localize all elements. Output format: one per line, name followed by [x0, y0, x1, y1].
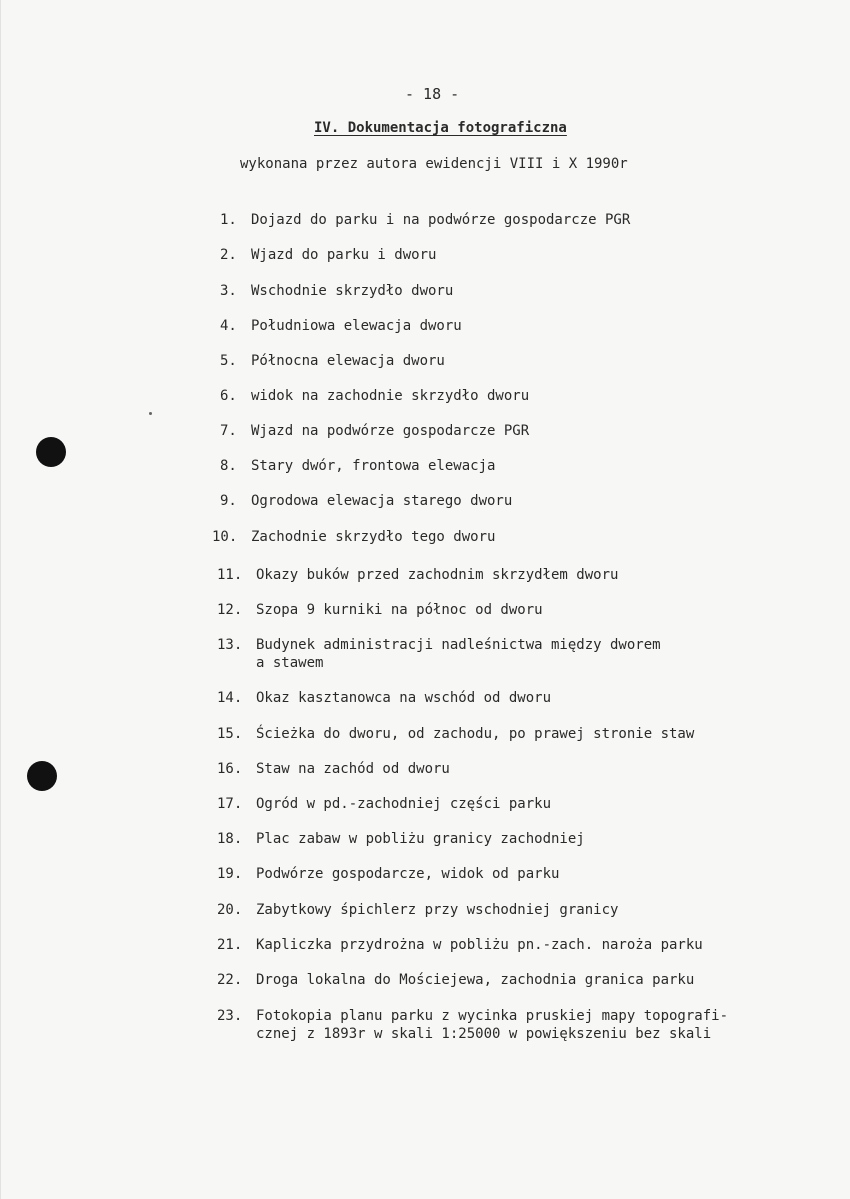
item-text: Plac zabaw w pobliżu granicy zachodniej: [256, 831, 585, 847]
list-item: [220, 318, 462, 334]
item-number: 23.: [217, 1008, 243, 1024]
list-item: [217, 972, 694, 988]
item-number: 3.: [220, 283, 237, 299]
item-text: Stary dwór, frontowa elewacja: [251, 458, 496, 474]
item-number: 8.: [220, 458, 237, 474]
list-item: [220, 283, 453, 299]
list-item: [217, 602, 543, 618]
item-number: 2.: [220, 247, 237, 263]
ink-speck: [149, 412, 152, 415]
item-text: Budynek administracji nadleśnictwa między dworem: [256, 637, 661, 653]
item-number: 21.: [217, 937, 243, 953]
list-item: [220, 247, 436, 263]
item-text: Okazy buków przed zachodnim skrzydłem dworu: [256, 567, 619, 583]
item-text: Północna elewacja dworu: [251, 353, 445, 369]
item-number: 13.: [217, 637, 243, 653]
list-item: [217, 796, 551, 812]
list-item: [220, 493, 512, 509]
item-text: Staw na zachód od dworu: [256, 761, 450, 777]
item-text: Wschodnie skrzydło dworu: [251, 283, 454, 299]
item-number: 10.: [212, 529, 238, 545]
list-item: [217, 637, 661, 671]
item-text: Droga lokalna do Mościejewa, zachodnia granica parku: [256, 972, 695, 988]
item-text: Okaz kasztanowca na wschód od dworu: [256, 690, 552, 706]
list-item: [217, 902, 618, 918]
item-text-continuation: cznej z 1893r w skali 1:25000 w powiększeniu bez skali: [256, 1026, 712, 1042]
item-number: 20.: [217, 902, 243, 918]
list-item: [217, 761, 450, 777]
item-number: 11.: [217, 567, 243, 583]
item-number: 6.: [220, 388, 237, 404]
punch-hole: [36, 437, 66, 467]
list-item: [217, 937, 703, 953]
item-number: 12.: [217, 602, 243, 618]
item-text: Ogrodowa elewacja starego dworu: [251, 493, 513, 509]
list-item: [217, 690, 551, 706]
item-text: Południowa elewacja dworu: [251, 318, 462, 334]
list-item: [220, 423, 529, 439]
item-text: Fotokopia planu parku z wycinka pruskiej mapy topografi-: [256, 1008, 729, 1024]
section-subheading: wykonana przez autora ewidencji VIII i X 1990r: [240, 156, 628, 172]
item-number: 1.: [220, 212, 237, 228]
item-text: Szopa 9 kurniki na północ od dworu: [256, 602, 543, 618]
item-number: 18.: [217, 831, 243, 847]
item-number: 22.: [217, 972, 243, 988]
punch-hole: [27, 761, 57, 791]
list-item: [220, 458, 495, 474]
list-item: [217, 866, 559, 882]
item-text: widok na zachodnie skrzydło dworu: [251, 388, 530, 404]
item-text-continuation: a stawem: [256, 655, 324, 671]
section-heading: IV. Dokumentacja fotograficzna: [314, 120, 567, 136]
list-item: [217, 831, 585, 847]
list-item: [217, 567, 618, 583]
item-number: 16.: [217, 761, 243, 777]
item-number: 15.: [217, 726, 243, 742]
item-text: Ścieżka do dworu, od zachodu, po prawej stronie staw: [256, 726, 695, 742]
list-item: [220, 388, 529, 404]
item-number: 4.: [220, 318, 237, 334]
page-number: - 18 -: [405, 85, 460, 103]
item-text: Podwórze gospodarcze, widok od parku: [256, 866, 560, 882]
item-number: 7.: [220, 423, 237, 439]
item-text: Zachodnie skrzydło tego dworu: [251, 529, 496, 545]
item-text: Dojazd do parku i na podwórze gospodarcze PGR: [251, 212, 631, 228]
list-item: [220, 212, 630, 228]
item-text: Wjazd na podwórze gospodarcze PGR: [251, 423, 530, 439]
list-item: [212, 529, 495, 545]
item-number: 17.: [217, 796, 243, 812]
item-text: Kapliczka przydrożna w pobliżu pn.-zach. naroża parku: [256, 937, 703, 953]
item-number: 14.: [217, 690, 243, 706]
item-number: 9.: [220, 493, 237, 509]
item-text: Zabytkowy śpichlerz przy wschodniej granicy: [256, 902, 619, 918]
list-item: [217, 726, 694, 742]
list-item: [220, 353, 445, 369]
item-number: 19.: [217, 866, 243, 882]
item-text: Ogród w pd.-zachodniej części parku: [256, 796, 552, 812]
item-text: Wjazd do parku i dworu: [251, 247, 437, 263]
list-item: [217, 1008, 729, 1042]
item-number: 5.: [220, 353, 237, 369]
